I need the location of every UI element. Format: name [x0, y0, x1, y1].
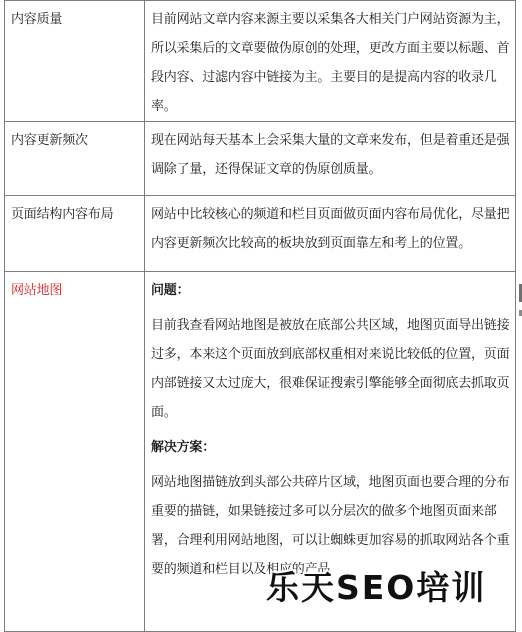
table-row: [5, 122, 516, 196]
row-label-update-frequency: 内容更新频次: [11, 133, 88, 148]
row-label-sitemap: 网站地图: [11, 283, 63, 298]
row-label-cell: [5, 272, 145, 632]
seo-analysis-table: [4, 0, 516, 632]
solution-text: 网站地图描链放到头部公共碎片区域，地图页面也要合理的分布重要的描链，如果链接过多可以分层次的做多个地图页面来部署，合理利用网站地图，可以让蜘蛛更加容易的抓取网站各个重要的频道和栏目以及相应的产品: [151, 475, 510, 577]
page-layout-text: 网站中比较核心的频道和栏目页面做页面内容布局优化，尽量把内容更新频次比较高的板块放到页面靠左和考上的位置。: [151, 207, 510, 251]
problem-heading: 问题：: [151, 283, 190, 298]
problem-text: 目前我查看网站地图是被放在底部公共区域，地图页面导出链接过多，本来这个页面放到底部权重相对来说比较低的位置，页面内部链接又太过庞大，很难保证搜索引擎能够全面彻底去抓取页面。: [151, 318, 510, 420]
content-quality-text: 目前网站文章内容来源主要以采集各大相关门户网站资源为主，所以采集后的文章要做伪原创的处理，更改方面主要以标题、首段内容、过滤内容中链接为主。主要目的是提高内容的收录几率。: [151, 12, 510, 114]
row-content-cell: [145, 272, 516, 632]
table-row: [5, 196, 516, 272]
watermark-logo: 乐天SEO培训: [266, 567, 487, 607]
row-label-cell: [5, 1, 145, 122]
table-row: [5, 272, 516, 632]
solution-heading: 解决方案：: [151, 440, 216, 455]
row-label-page-layout: 页面结构内容布局: [11, 207, 114, 222]
update-frequency-text: 现在网站每天基本上会采集大量的文章来发布，但是着重还是强调除了量，还得保证文章的伪原创质量。: [151, 133, 510, 177]
row-content-cell: [145, 122, 516, 196]
table-row: [5, 1, 516, 122]
row-label-cell: [5, 196, 145, 272]
row-content-cell: [145, 1, 516, 122]
row-content-cell: [145, 196, 516, 272]
row-label-cell: [5, 122, 145, 196]
row-label-content-quality: 内容质量: [11, 12, 63, 27]
